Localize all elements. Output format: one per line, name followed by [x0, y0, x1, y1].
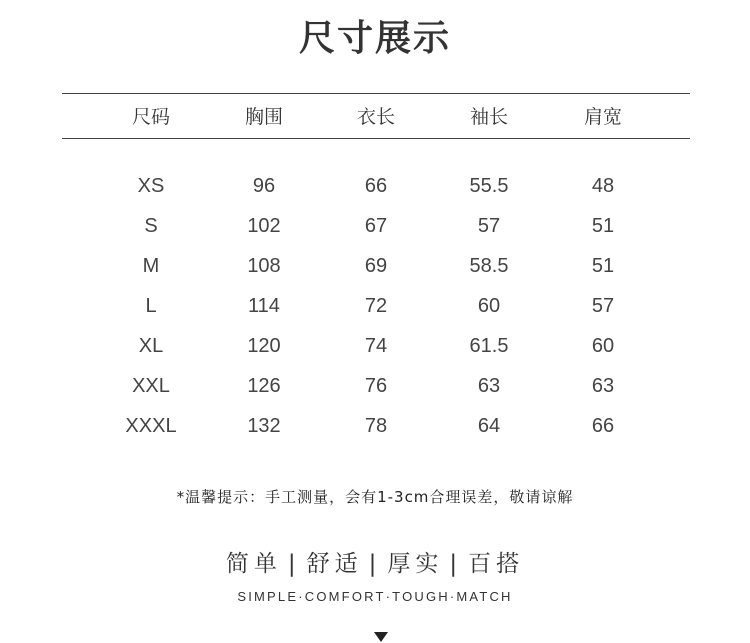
chest-cell: 102: [247, 215, 281, 237]
slogan-separator: |: [368, 551, 382, 577]
length-cell: 78: [364, 415, 388, 437]
shoulder-cell: 48: [591, 175, 615, 197]
shoulder-cell: 60: [591, 335, 615, 357]
slogan-part: 舒适: [306, 551, 363, 577]
chest-cell: 96: [252, 175, 276, 197]
sleeve-cell: 60: [477, 295, 501, 317]
size-cell: XS: [137, 175, 165, 197]
size-cell: L: [145, 295, 157, 317]
length-cell: 74: [364, 335, 388, 357]
sleeve-cell: 58.5: [469, 255, 509, 277]
table-row: [0, 335, 750, 363]
slogan: [0, 545, 750, 578]
size-cell: S: [144, 215, 158, 237]
chest-cell: 114: [248, 295, 280, 317]
chest-cell: 108: [247, 255, 281, 277]
sleeve-cell: 64: [477, 415, 501, 437]
slogan-part: 厚实: [387, 551, 444, 577]
chest-cell: 120: [247, 335, 281, 357]
size-cell: XXL: [132, 375, 170, 397]
size-cell: XXXL: [125, 415, 177, 437]
length-cell: 72: [364, 295, 388, 317]
slogan-part: 百搭: [468, 551, 525, 577]
length-cell: 76: [364, 375, 388, 397]
table-header-row: [0, 102, 750, 130]
header-shoulder: 肩宽: [583, 106, 622, 128]
size-cell: XL: [138, 335, 164, 357]
table-row: [0, 255, 750, 283]
table-row: [0, 415, 750, 443]
header-chest: 胸围: [244, 106, 283, 128]
slogan-part: 简单: [225, 551, 282, 577]
sleeve-cell: 61.5: [469, 335, 509, 357]
header-size: 尺码: [131, 106, 170, 128]
length-cell: 69: [364, 255, 388, 277]
table-row: [0, 175, 750, 203]
chest-cell: 126: [247, 375, 281, 397]
table-top-rule: [62, 93, 690, 94]
shoulder-cell: 66: [591, 415, 615, 437]
shoulder-cell: 51: [591, 215, 615, 237]
shoulder-cell: 63: [591, 375, 615, 397]
shoulder-cell: 51: [591, 255, 615, 277]
down-triangle-icon: [374, 632, 388, 642]
header-length: 衣长: [356, 106, 395, 128]
table-row: [0, 295, 750, 323]
size-cell: M: [142, 255, 160, 277]
table-header-rule: [62, 138, 690, 139]
length-cell: 66: [364, 175, 388, 197]
shoulder-cell: 57: [591, 295, 615, 317]
length-cell: 67: [364, 215, 388, 237]
chest-cell: 132: [247, 415, 281, 437]
page-title: 尺寸展示: [298, 18, 451, 59]
sleeve-cell: 55.5: [469, 175, 509, 197]
sleeve-cell: 57: [477, 215, 501, 237]
measurement-tip: *温馨提示：手工测量，会有1-3cm合理误差，敬请谅解: [176, 488, 574, 506]
sleeve-cell: 63: [477, 375, 501, 397]
table-row: [0, 375, 750, 403]
header-sleeve: 袖长: [469, 106, 508, 128]
slogan-separator: |: [449, 551, 463, 577]
slogan-separator: |: [287, 551, 301, 577]
table-row: [0, 215, 750, 243]
tagline: SIMPLE·COMFORT·TOUGH·MATCH: [237, 589, 513, 604]
